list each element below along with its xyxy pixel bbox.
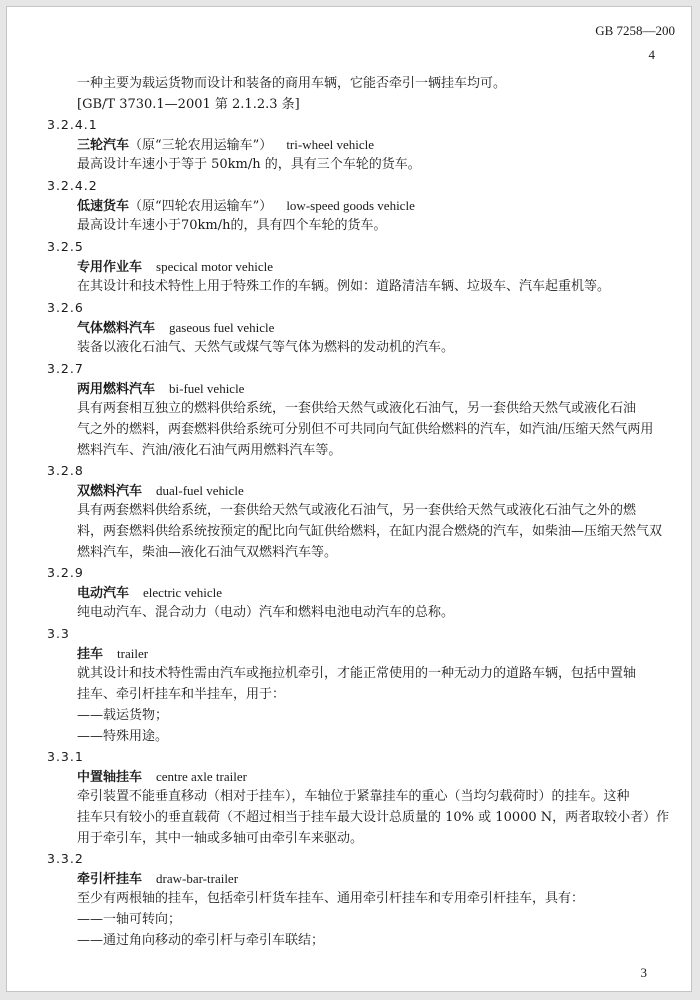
definition-line: 具有两套相互独立的燃料供给系统，一套供给天然气或液化石油气，另一套供给天然气或液化石油 — [77, 401, 637, 416]
intro-text: 一种主要为载运货物而设计和装备的商用车辆，它能否牵引一辆挂车均可。 — [77, 76, 507, 91]
term-chinese: 三轮汽车 — [77, 138, 130, 153]
term-english: trailer — [117, 646, 149, 661]
term-chinese: 低速货车 — [77, 199, 130, 214]
term-english: low-speed goods vehicle — [286, 198, 415, 213]
term-english: draw-bar-trailer — [156, 871, 239, 886]
list-item: ——特殊用途。 — [77, 729, 169, 744]
term-chinese: 双燃料汽车 — [77, 484, 143, 499]
clause-number: 3.3 — [47, 626, 70, 641]
term-definition: 在其设计和技术特性上用于特殊工作的车辆。例如：道路清洁车辆、垃圾车、汽车起重机等。 — [77, 279, 611, 294]
term-heading — [77, 767, 247, 788]
term-definition: 至少有两根轴的挂车，包括牵引杆货车挂车、通用牵引杆挂车和专用牵引杆挂车，具有： — [77, 891, 585, 906]
term-heading — [77, 257, 273, 278]
term-english: bi-fuel vehicle — [169, 381, 245, 396]
term-heading — [77, 379, 244, 400]
definition-line: 气之外的燃料，两套燃料供给系统可分别但不可共同向气缸供给燃料的汽车，如汽油/压缩天然气两用 — [77, 422, 654, 437]
clause-number: 3.2.4.1 — [47, 117, 98, 132]
term-english: electric vehicle — [143, 585, 223, 600]
term-heading — [77, 196, 415, 217]
term-definition: 纯电动汽车、混合动力（电动）汽车和燃料电池电动汽车的总称。 — [77, 605, 455, 620]
list-item: ——载运货物； — [77, 708, 169, 723]
term-note: （原“三轮农用运输车”） — [129, 138, 273, 153]
definition-line: 料，两套燃料供给系统按预定的配比向气缸供给燃料，在缸内混合燃烧的汽车，如柴油—压缩天然气双 — [77, 524, 663, 539]
definition-line: 挂车、牵引杆挂车和半挂车，用于： — [77, 687, 286, 702]
term-chinese: 挂车 — [77, 647, 104, 662]
term-english: tri-wheel vehicle — [286, 137, 375, 152]
term-definition: 装备以液化石油气、天然气或煤气等气体为燃料的发动机的汽车。 — [77, 340, 455, 355]
term-english: specical motor vehicle — [156, 259, 273, 274]
term-heading — [77, 869, 238, 890]
definition-line: 燃料汽车，柴油—液化石油气双燃料汽车等。 — [77, 545, 338, 560]
clause-number: 3.2.9 — [47, 565, 84, 580]
intro-reference: [GB/T 3730.1—2001 第 2.1.2.3 条] — [77, 97, 300, 112]
term-chinese: 气体燃料汽车 — [77, 321, 156, 336]
definition-line: 燃料汽车、汽油/液化石油气两用燃料汽车等。 — [77, 443, 342, 458]
clause-number: 3.2.4.2 — [47, 178, 98, 193]
document-page — [6, 6, 692, 992]
footer-page-number: 3 — [640, 965, 647, 980]
header-page-number: 4 — [648, 47, 655, 62]
clause-number: 3.3.2 — [47, 851, 84, 866]
term-english: dual-fuel vehicle — [156, 483, 244, 498]
term-heading — [77, 318, 274, 339]
clause-number: 3.2.8 — [47, 463, 84, 478]
list-item: ——通过角向移动的牵引杆与牵引车联结； — [77, 933, 325, 948]
term-heading — [77, 135, 374, 156]
term-chinese: 两用燃料汽车 — [77, 382, 156, 397]
term-heading — [77, 644, 148, 665]
clause-number: 3.2.5 — [47, 239, 84, 254]
term-heading — [77, 583, 222, 604]
clause-number: 3.3.1 — [47, 749, 84, 764]
definition-line: 具有两套燃料供给系统，一套供给天然气或液化石油气，另一套供给天然气或液化石油气之外的燃 — [77, 503, 637, 518]
list-item: ——一轴可转向； — [77, 912, 182, 927]
term-chinese: 中置轴挂车 — [77, 770, 143, 785]
term-english: gaseous fuel vehicle — [169, 320, 275, 335]
term-note: （原“四轮农用运输车”） — [129, 199, 273, 214]
clause-number: 3.2.7 — [47, 361, 84, 376]
definition-line: 用于牵引车，其中一轴或多轴可由牵引车来驱动。 — [77, 831, 364, 846]
standard-number: GB 7258—200 — [595, 23, 675, 38]
definition-line: 牵引装置不能垂直移动（相对于挂车），车轴位于紧靠挂车的重心（当均匀载荷时）的挂车。这种 — [77, 789, 630, 804]
definition-line: 挂车只有较小的垂直载荷（不超过相当于挂车最大设计总质量的 10% 或 10000 N，两者取较小者）作 — [77, 810, 670, 825]
term-heading — [77, 481, 244, 502]
term-chinese: 牵引杆挂车 — [77, 872, 143, 887]
definition-line: 就其设计和技术特性需由汽车或拖拉机牵引，才能正常使用的一种无动力的道路车辆，包括中置轴 — [77, 666, 637, 681]
term-chinese: 专用作业车 — [77, 260, 143, 275]
term-definition: 最高设计车速小于70km/h的，具有四个车轮的货车。 — [77, 218, 387, 233]
term-english: centre axle trailer — [156, 769, 247, 784]
clause-number: 3.2.6 — [47, 300, 84, 315]
term-definition: 最高设计车速小于等于 50km/h 的，具有三个车轮的货车。 — [77, 157, 421, 172]
term-chinese: 电动汽车 — [77, 586, 130, 601]
